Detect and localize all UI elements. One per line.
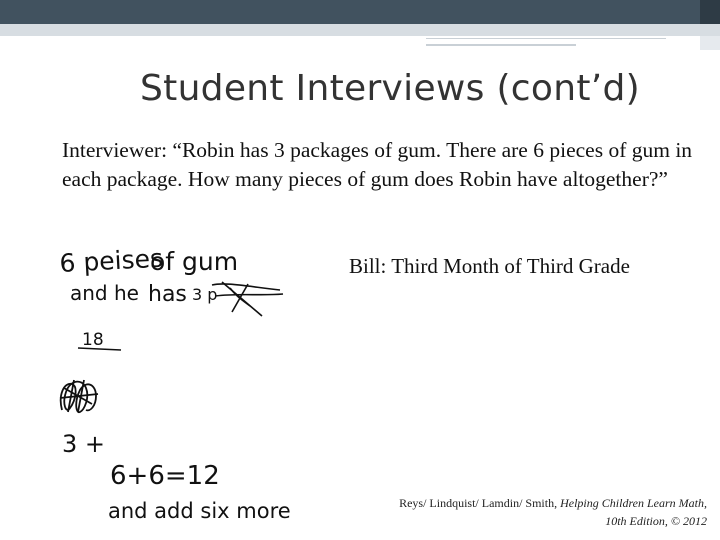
student-caption: Bill: Third Month of Third Grade [349,254,630,278]
handwriting-text: and he [70,281,139,305]
handwriting-text: 6+6=12 [110,461,220,491]
handwritten-line-2 [70,281,283,316]
handwriting-text: 18 [82,330,104,350]
handwriting-text: and add six more [108,499,291,523]
interview-question: Interviewer: “Robin has 3 packages of gum. There are 6 pieces of gum in each package. How many pieces of gum does Robin have altogether?” [62,138,693,191]
scribble-block [60,380,98,412]
citation-book-title: Helping Children Learn Math, [560,496,707,510]
handwritten-line-5 [62,430,105,458]
handwritten-line-6 [110,461,220,491]
scribbled-out-word [212,282,283,316]
source-citation [367,494,707,530]
handwriting-text: has [148,282,187,307]
handwriting-text: 3 p [192,285,218,304]
slide-title: Student Interviews (cont’d) [140,68,640,109]
citation-authors: Reys/ Lindquist/ Lamdin/ Smith, [399,496,561,510]
handwritten-line-1 [59,244,238,278]
citation-edition: 10th Edition, © 2012 [605,514,707,528]
handwriting-text: 6 peises [58,243,164,278]
handwriting-text: 3 + [62,430,106,458]
handwritten-line-7 [108,499,291,523]
handwritten-line-3 [78,330,121,350]
handwriting-text: of gum [150,247,239,276]
